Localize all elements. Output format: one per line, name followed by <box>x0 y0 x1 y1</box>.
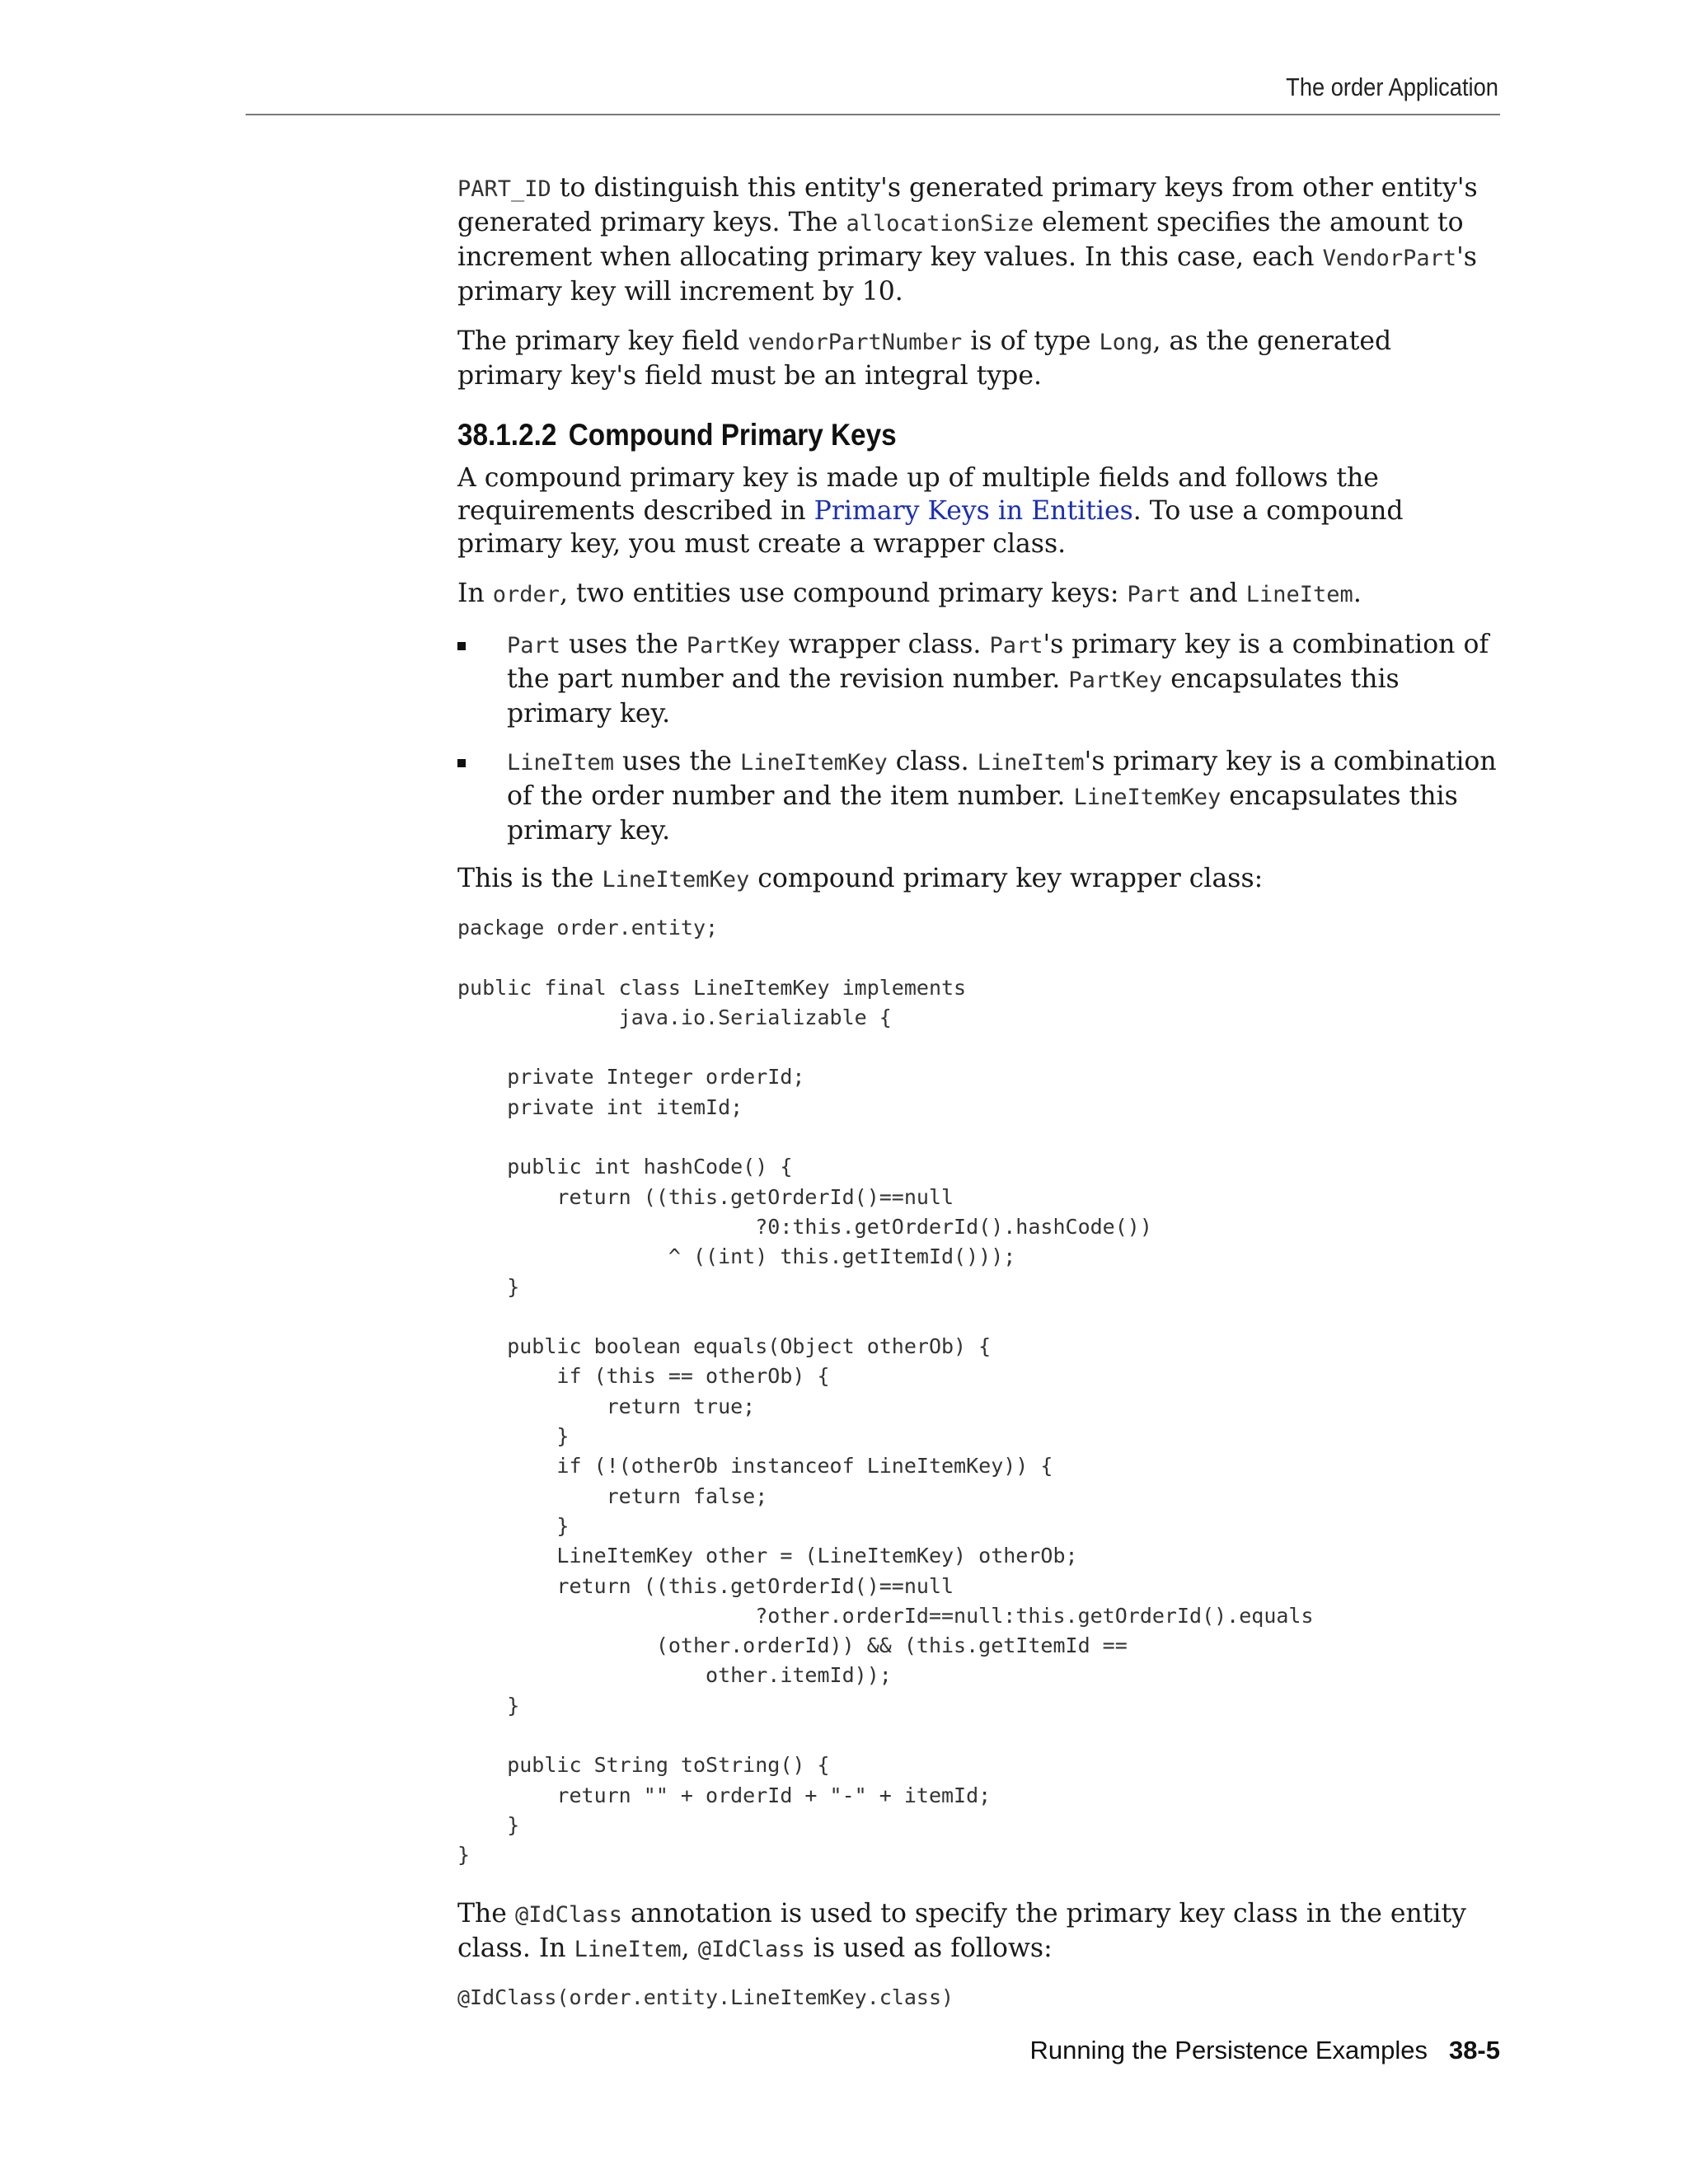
text-run: is used as follows: <box>804 1933 1053 1963</box>
code-term: LineItem <box>977 750 1085 776</box>
running-header: The order Application <box>1286 73 1498 101</box>
code-term: Part <box>1127 582 1181 607</box>
footer-chapter-title: Running the Persistence Examples <box>1029 2036 1428 2064</box>
paragraph-generated-keys <box>457 171 1500 308</box>
text-run: is of type <box>962 326 1100 356</box>
code-block-idclass: @IdClass(order.entity.LineItemKey.class) <box>457 1985 954 2009</box>
text-run: , <box>681 1933 698 1963</box>
section-number: 38.1.2.2 <box>457 418 557 452</box>
text-run: 's primary key is a combination of the part number and the revision number. <box>507 630 1489 694</box>
text-run: encapsulates this primary key. <box>507 781 1458 846</box>
text-run: . To use a compound primary key, you must create a wrapper class. <box>457 496 1404 559</box>
code-term: Long <box>1099 330 1153 355</box>
text-run: to distinguish this entity's generated primary keys from other entity's generated primary keys. The <box>457 173 1478 237</box>
code-term: vendorPartNumber <box>748 330 963 355</box>
bullet-square-icon <box>457 759 466 767</box>
text-run: annotation is used to specify the primary key class in the entity class. In <box>457 1898 1466 1963</box>
text-run: and <box>1180 579 1246 608</box>
text-run: uses the <box>560 630 687 659</box>
code-term: PART_ID <box>457 176 551 202</box>
code-term: Part <box>507 633 561 658</box>
code-term: allocationSize <box>846 211 1034 237</box>
code-term: PartKey <box>686 633 781 658</box>
bullet-square-icon <box>457 642 466 650</box>
text-run: The primary key field <box>457 326 748 356</box>
section-heading <box>457 417 1396 453</box>
text-run: encapsulates this primary key. <box>507 664 1400 729</box>
text-run: , as the generated primary key's field must be an integral type. <box>457 326 1392 391</box>
code-term: LineItemKey <box>739 750 888 776</box>
header-rule <box>246 114 1500 115</box>
text-run: The <box>457 1898 515 1929</box>
primary-keys-in-entities-link[interactable]: Primary Keys in Entities <box>814 496 1133 526</box>
bullet-list <box>457 628 1500 847</box>
text-run: element specifies the amount to increment when allocating primary key values. In this case, each <box>457 208 1464 272</box>
text-run: , two entities use compound primary keys: <box>560 579 1128 608</box>
code-term: LineItem <box>574 1936 682 1962</box>
main-content <box>457 171 1500 2039</box>
list-item <box>457 745 1500 847</box>
page-number: 38-5 <box>1448 2036 1500 2064</box>
paragraph-compound-key-intro <box>457 462 1500 560</box>
text-run: class. <box>887 747 978 776</box>
text-run: In <box>457 579 493 608</box>
code-term: VendorPart <box>1322 246 1457 271</box>
code-term: LineItemKey <box>602 867 750 893</box>
code-block-lineitemkey: package order.entity; public final class LineItemKey implements java.io.Serializable { private Integer orderId; private int itemId; public int hashCode() { return ((this.getOrderId()==null ?0:this.getOrderId().hashCode()) ^ ((int) this.getItemId())); } public boolean equals(Object otherOb) { if (this == otherOb) { return true; } if (!(otherOb instanceof LineItemKey)) { return false; } LineItemKey other = (LineItemKey) otherOb; return ((this.getOrderId()==null ?other.orderId==null:this.getOrderId().equals (other.orderId)) && (this.getItemId == other.itemId)); } public String toString() { return "" + orderId + "-" + itemId; } } <box>457 916 1314 1868</box>
list-item <box>457 628 1500 730</box>
text-run: uses the <box>614 747 740 776</box>
paragraph-wrapper-class <box>457 862 1500 897</box>
text-run: 's primary key will increment by 10. <box>457 242 1477 307</box>
code-term: LineItemKey <box>1073 785 1221 810</box>
text-run: . <box>1353 579 1362 608</box>
code-term: LineItem <box>507 750 615 776</box>
code-term: @IdClass <box>697 1936 805 1962</box>
code-term: order <box>492 582 560 607</box>
text-run: This is the <box>457 864 603 893</box>
paragraph-primary-key-field <box>457 325 1500 392</box>
text-run: wrapper class. <box>780 630 990 659</box>
code-term: @IdClass <box>514 1901 622 1928</box>
text-run: compound primary key wrapper class: <box>749 864 1264 893</box>
code-term: PartKey <box>1068 668 1163 693</box>
page-footer <box>1029 2036 1500 2065</box>
code-term: LineItem <box>1245 582 1353 607</box>
paragraph-two-entities <box>457 577 1500 612</box>
code-term: Part <box>989 633 1043 658</box>
section-title: Compound Primary Keys <box>568 418 897 452</box>
text-run: 's primary key is a combination of the order number and the item number. <box>507 747 1497 811</box>
paragraph-idclass <box>457 1897 1500 1966</box>
text-run: A compound primary key is made up of multiple fields and follows the requirements described in <box>457 463 1379 526</box>
